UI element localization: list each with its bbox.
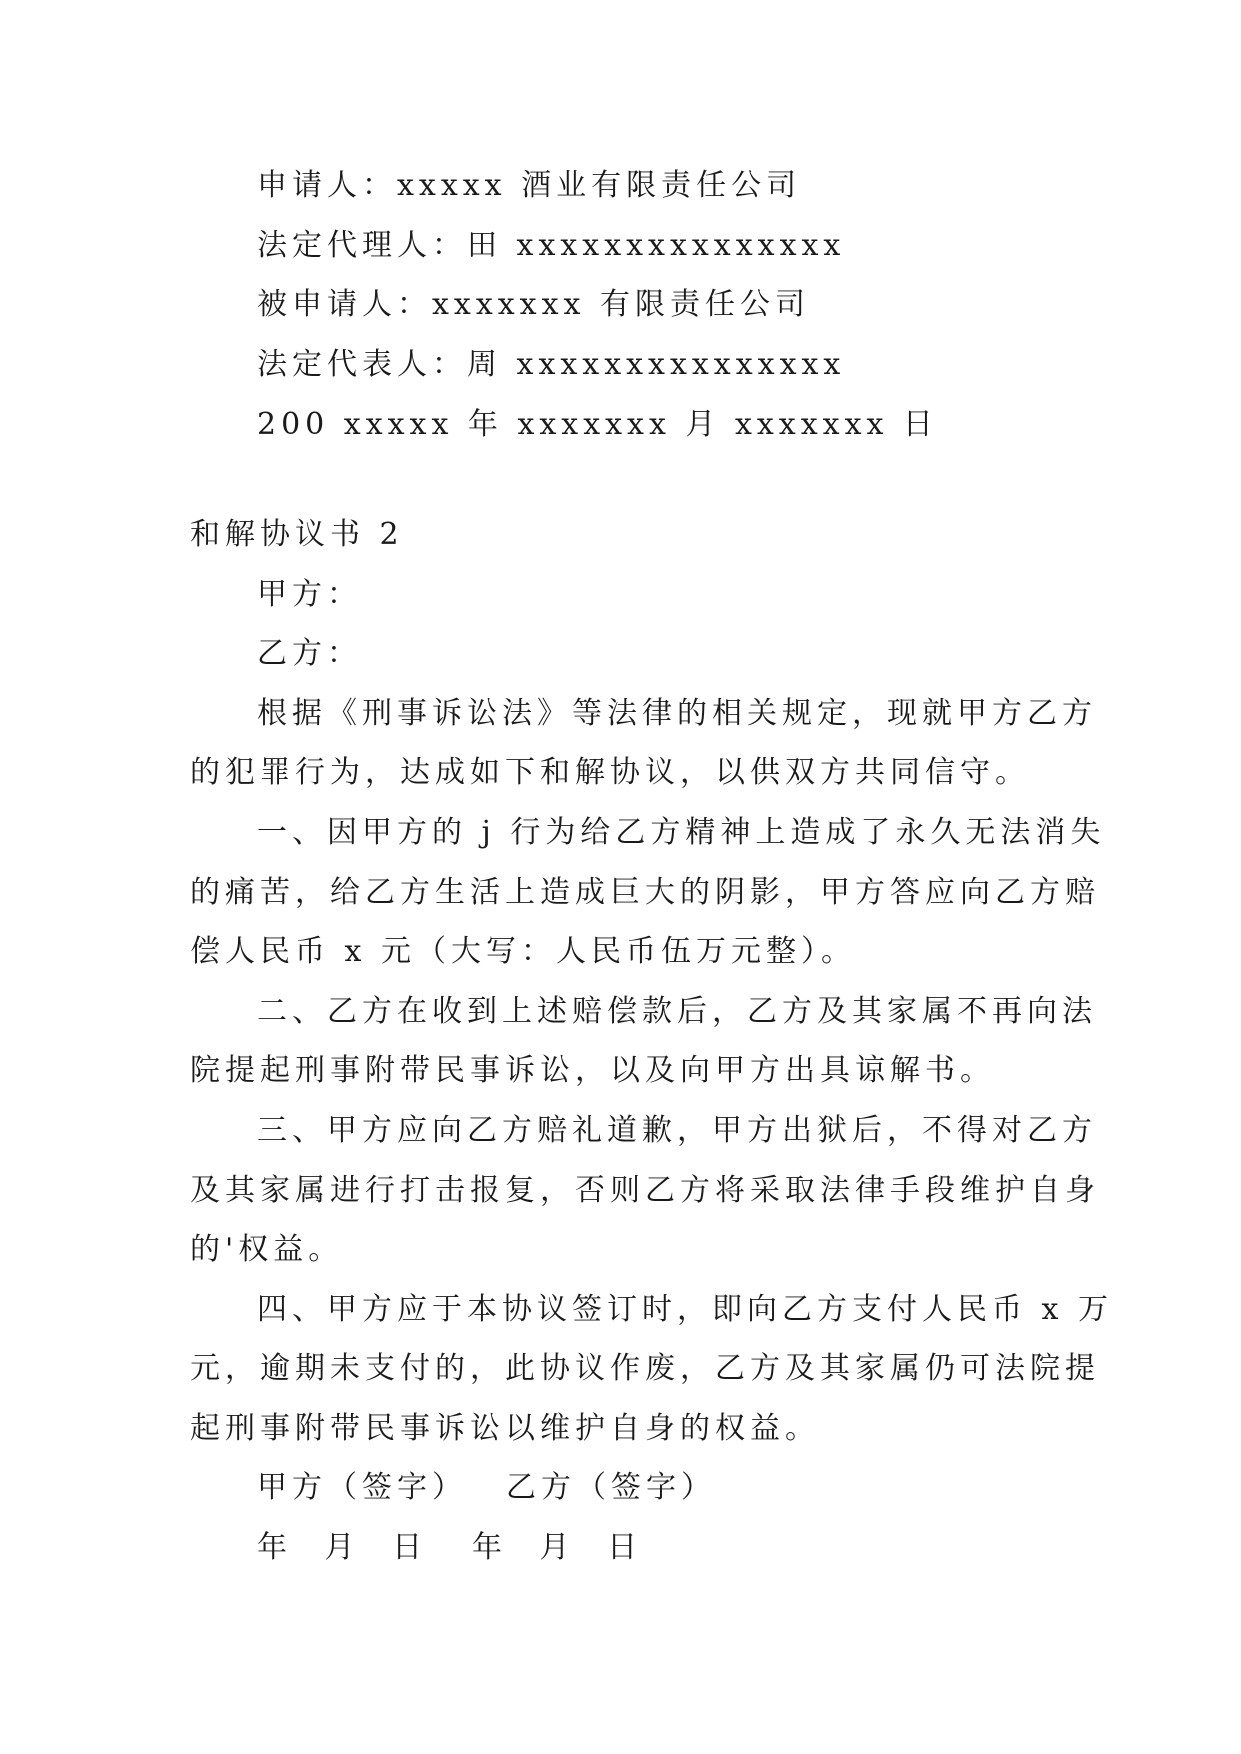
intro-line-1: 根据《刑事诉讼法》等法律的相关规定，现就甲方乙方: [257, 696, 1097, 731]
clause4-line-3: 起刑事附带民事诉讼以维护自身的权益。: [190, 1411, 820, 1446]
legal-agent-line: 法定代理人：田 xxxxxxxxxxxxxxx: [257, 228, 846, 263]
intro-line-2: 的犯罪行为，达成如下和解协议，以供双方共同信守。: [190, 755, 1030, 790]
clause1-line-2: 的痛苦，给乙方生活上造成巨大的阴影，甲方答应向乙方赔: [190, 875, 1100, 910]
header-date-line: 200 xxxxx 年 xxxxxxx 月 xxxxxxx 日: [257, 407, 938, 442]
signature-party-a: 甲方（签字）: [257, 1470, 467, 1505]
clause4-line-2: 元，逾期未支付的，此协议作废，乙方及其家属仍可法院提: [190, 1351, 1100, 1386]
signature-party-b: 乙方（签字）: [506, 1470, 716, 1505]
date-party-b: 年 月 日: [472, 1530, 652, 1565]
document-title: 和解协议书 2: [190, 517, 404, 552]
party-b-line: 乙方：: [257, 636, 362, 671]
clause3-line-3: 的'权益。: [190, 1232, 344, 1267]
clause2-line-1: 二、乙方在收到上述赔偿款后，乙方及其家属不再向法: [257, 994, 1097, 1029]
clause2-line-2: 院提起刑事附带民事诉讼，以及向甲方出具谅解书。: [190, 1053, 995, 1088]
respondent-line: 被申请人：xxxxxxx 有限责任公司: [257, 287, 810, 322]
clause4-line-1: 四、甲方应于本协议签订时，即向乙方支付人民币 x 万: [257, 1292, 1113, 1327]
clause3-line-2: 及其家属进行打击报复，否则乙方将采取法律手段维护自身: [190, 1173, 1100, 1208]
clause1-line-1: 一、因甲方的 j 行为给乙方精神上造成了永久无法消失: [257, 815, 1106, 850]
legal-rep-line: 法定代表人：周 xxxxxxxxxxxxxxx: [257, 347, 846, 382]
clause3-line-1: 三、甲方应向乙方赔礼道歉，甲方出狱后，不得对乙方: [257, 1113, 1097, 1148]
date-party-a: 年 月 日: [257, 1530, 437, 1565]
party-a-line: 甲方：: [257, 577, 362, 612]
applicant-line: 申请人：xxxxx 酒业有限责任公司: [257, 168, 802, 203]
clause1-line-3: 偿人民币 x 元（大写：人民币伍万元整）。: [190, 934, 856, 969]
